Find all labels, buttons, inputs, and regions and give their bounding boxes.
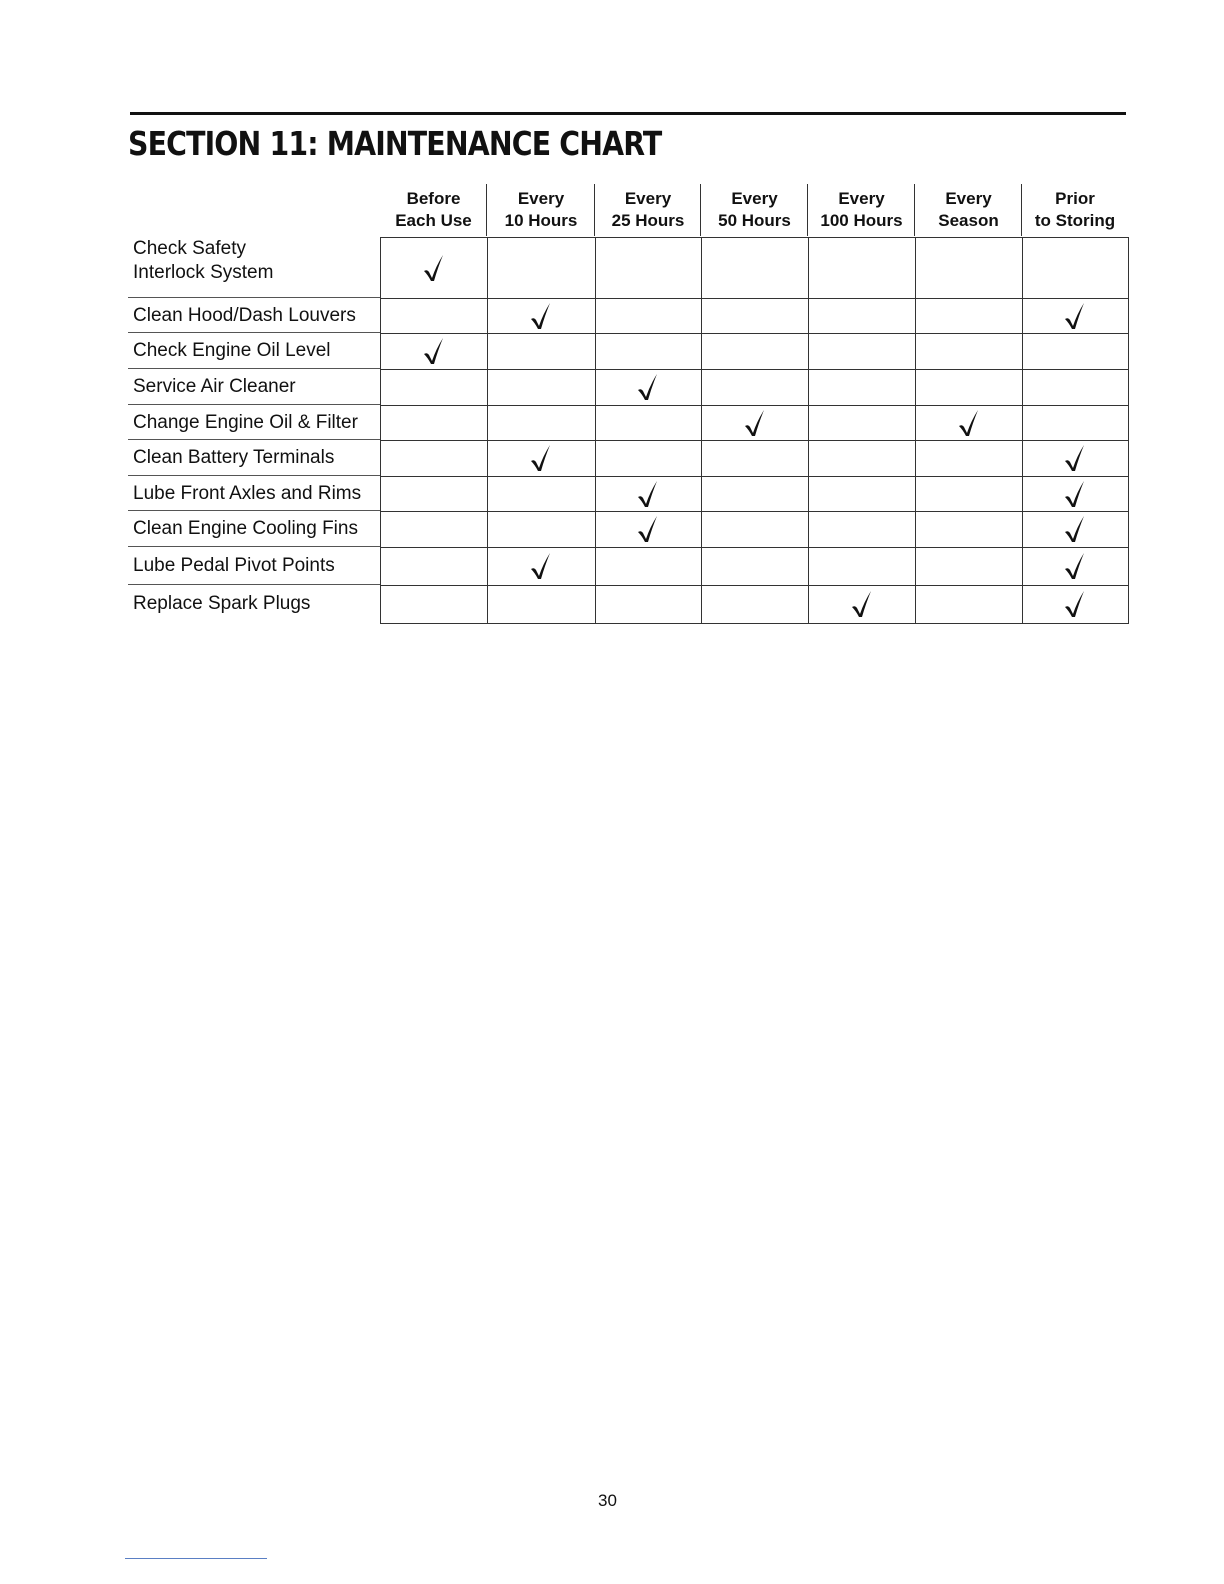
check-mark-icon [1064,551,1086,581]
chart-cell [808,237,916,299]
chart-cell [808,476,916,512]
check-mark-icon [637,479,659,509]
check-mark-icon [958,408,980,438]
chart-cell [1022,237,1129,299]
task-label: Change Engine Oil & Filter [133,411,358,433]
footer-rule [125,1558,267,1559]
column-header-line2: 100 Hours [820,211,903,230]
chart-cell [487,585,596,624]
column-header-3 [595,184,701,236]
chart-cell [380,440,488,477]
chart-cell [1022,333,1129,370]
chart-cell [915,333,1023,370]
chart-cell [701,369,809,406]
chart-cell [595,440,702,477]
column-header-line1: Before [406,189,461,208]
chart-cell [808,405,916,441]
column-header-line2: to Storing [1034,211,1116,230]
column-header-7 [1022,184,1128,236]
chart-cell [701,333,809,370]
column-header-1 [380,184,487,236]
chart-cell [595,547,702,586]
column-header-line1: Every [945,189,992,208]
chart-cell [915,298,1023,334]
chart-cell [595,298,702,334]
check-mark-icon [530,443,552,473]
chart-cell [808,440,916,477]
column-header-5 [808,184,915,236]
chart-cell [595,237,702,299]
column-header-line2: 25 Hours [611,211,685,230]
chart-cell [701,585,809,624]
task-label: Check Safety Interlock System [133,238,274,283]
chart-cell [487,405,596,441]
chart-cell [808,298,916,334]
check-mark-icon [1064,589,1086,619]
check-mark-icon [637,514,659,544]
check-mark-icon [1064,301,1086,331]
chart-cell [808,369,916,406]
chart-cell [380,547,488,586]
check-mark-icon [1064,479,1086,509]
task-label: Clean Battery Terminals [133,447,335,468]
chart-cell [595,585,702,624]
column-header-line2: 50 Hours [718,211,791,230]
column-header-line1: Every [731,189,778,208]
chart-cell [380,585,488,624]
column-header-line2: 10 Hours [504,211,578,230]
chart-cell [701,237,809,299]
chart-cell [595,405,702,441]
check-mark-icon [423,253,445,283]
task-label: Lube Pedal Pivot Points [133,555,335,576]
chart-cell [1022,369,1129,406]
column-header-line1: Every [838,189,885,208]
chart-cell [915,440,1023,477]
check-mark-icon [1064,443,1086,473]
chart-cell [380,476,488,512]
chart-cell [915,511,1023,548]
check-mark-icon [637,372,659,402]
chart-cell [701,511,809,548]
column-header-line1: Prior [1055,189,1095,208]
chart-cell [915,476,1023,512]
check-mark-icon [530,551,552,581]
chart-cell [701,298,809,334]
chart-cell [595,333,702,370]
chart-cell [487,369,596,406]
chart-cell [701,476,809,512]
top-rule [130,112,1126,115]
task-label: Replace Spark Plugs [133,593,311,614]
task-label: Lube Front Axles and Rims [133,482,362,504]
chart-cell [380,405,488,441]
task-label: Clean Hood/Dash Louvers [133,304,356,326]
chart-cell [701,547,809,586]
check-mark-icon [851,589,873,619]
chart-cell [915,547,1023,586]
check-mark-icon [530,301,552,331]
column-header-line2: Season [938,211,999,230]
check-mark-icon [744,408,766,438]
chart-cell [487,476,596,512]
chart-cell [915,369,1023,406]
chart-cell [380,298,488,334]
column-header-line1: Every [517,189,565,208]
task-label: Check Engine Oil Level [133,340,331,361]
check-mark-icon [423,336,445,366]
column-header-2 [487,184,595,236]
chart-cell [1022,405,1129,441]
chart-cell [808,333,916,370]
chart-cell [808,547,916,586]
column-header-line1: Every [624,189,672,208]
chart-cell [915,237,1023,299]
chart-cell [701,440,809,477]
chart-cell [808,511,916,548]
column-header-4 [701,184,808,236]
column-header-line2: Each Use [395,211,472,230]
page-number: 30 [598,1491,617,1510]
task-label: Clean Engine Cooling Fins [133,518,358,539]
section-title: SECTION 11: MAINTENANCE CHART [128,124,662,163]
chart-cell [487,237,596,299]
column-header-6 [915,184,1022,236]
chart-cell [487,333,596,370]
check-mark-icon [1064,514,1086,544]
chart-cell [380,511,488,548]
chart-cell [487,511,596,548]
task-label: Service Air Cleaner [133,376,296,397]
chart-cell [915,585,1023,624]
chart-cell [380,369,488,406]
